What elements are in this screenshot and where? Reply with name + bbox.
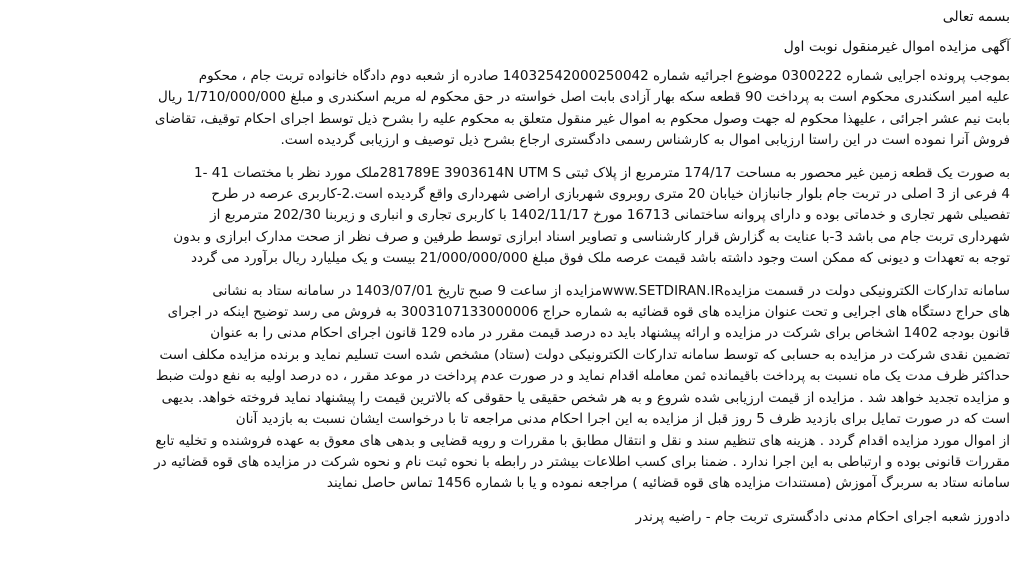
text-line: سامانه تدارکات الکترونیکی دولت در قسمت مزایدهwww.SETDIRAN.IRمزایده از ساعت 9 صبح تاریخ 1403/07/01 در سامانه ستاد به نشانی — [212, 282, 1010, 299]
text-line: تضمین نقدی شرکت در مزایده به حسابی که توسط سامانه تدارکات الکترونیکی دولت (ستاد) مشخص شده است تسلیم نماید و برنده مزایده مکلف است — [159, 346, 1010, 363]
text-line: تفصیلی شهر تجاری و خدماتی بوده و دارای پروانه ساختمانی 16713 مورخ 1402/11/17 با کاربری تجاری و انباری و زیربنا 202/30 مترمربع از — [210, 207, 1010, 224]
notice-title: آگهی مزایده اموال غیرمنقول نوبت اول — [783, 39, 1010, 55]
text-line: علیه امیر اسکندری محکوم است به پرداخت 90 قطعه سکه بهار آزادی بابت اصل خواسته در حق محکوم له مریم اسکندری و مبلغ 1/710/000/000 ریال — [157, 89, 1010, 106]
text-line: توجه به تعهدات و دیونی که ممکن است وجود داشته باشد قیمت عرصه ملک فوق مبلغ 21/000/000/000 بیست و یک میلیارد ریال برآورد می گردد — [190, 250, 1010, 267]
text-line: 4 فرعی از 3 اصلی در تربت جام بلوار جانبازان خیابان 20 متری روبروی شهربازی اراضی شهرداری واقع گردیده است.2-کاربری عرصه در طرح — [211, 186, 1010, 203]
text-line: حداکثر ظرف مدت یک ماه نسبت به پرداخت باقیمانده ثمن معامله اقدام نماید و در صورت عدم پرداخت در موعد مقرر ، ده درصد اولیه به نفع دولت ضبط — [155, 368, 1010, 385]
text-line: مقررات قانونی بوده و ارتباطی به این اجرا ندارد . ضمنا برای کسب اطلاعات بیشتر در رابطه با نحوه ثبت نام و نحوه شرکت در مزایده های قوه قضائیه در — [154, 453, 1010, 470]
basmala: بسمه تعالی — [942, 9, 1010, 25]
text-line: و مزایده تجدید خواهد شد . مزایده از قیمت ارزیابی شده شروع و به هر شخص حقیقی یا حقوقی که بالاترین قیمت را پیشنهاد نماید فروخته خواهد. بدیهی — [161, 389, 1010, 406]
text-line: است که در صورت تمایل برای بازدید ظرف 5 روز قبل از مزایده به این اجرا احکام مدنی مراجعه تا با درخواست ایشان نسبت به بازدید آنان — [235, 411, 1010, 428]
text-line: شهرداری تربت جام می باشد 3-با عنایت به گزارش قرار کارشناسی و تصاویر اسناد ابرازی توسط طرفین و صرف نظر از صحت مدارک ابرازی و بدون — [173, 228, 1010, 245]
paragraph-auction-terms — [14, 281, 1010, 495]
text-line: های حراج دستگاه های اجرایی و تحت عنوان مزایده های قوه قضائیه به شماره حراج 3003107133000006 به فروش می رسد توضیح اینکه در اجرای — [167, 304, 1010, 321]
paragraph-case-details — [14, 66, 1010, 152]
text-line: سامانه ستاد به سربرگ آموزش (مستندات مزایده های قوه قضائیه ) مراجعه نموده و یا با شماره 1456 تماس حاصل نمایند — [326, 475, 1010, 492]
text-line: فروش آنرا نموده است در این راستا ارزیابی اموال به کارشناس رسمی دادگستری ارجاع بشرح ذیل توصیف و ارزیابی گردیده است. — [280, 132, 1010, 149]
text-line: بابت نیم عشر اجرائی ، علیهذا محکوم له جهت وصول محکوم به اموال غیر منقول متعلق به محکوم علیه را بشرح ذیل توسط اجرای احکام توقیف، تقاضای — [154, 110, 1010, 127]
signature: دادورز شعبه اجرای احکام مدنی دادگستری تربت جام - راضیه پرندر — [635, 508, 1010, 525]
text-line: بموجب پرونده اجرایی شماره 0300222 موضوع اجرائیه شماره 14032542000250042 صادره از شعبه دوم دادگاه خانواده تربت جام ، محکوم — [198, 68, 1010, 84]
text-line: از اموال مورد مزایده اقدام گردد . هزینه های تنظیم سند و نقل و انتقال مطابق با مقررات و رویه قضایی و بدهی های معوق به عهده فروشنده و تخلیه تابع — [155, 432, 1010, 449]
text-line: به صورت یک قطعه زمین غیر محصور به مساحت 174/17 مترمربع از پلاک ثبتی 281789E 3903614N UTM Sملک مورد نظر با مختصات 41 -1 — [193, 164, 1010, 181]
text-line: قانون بودجه 1402 اشخاص برای شرکت در مزایده و ارائه پیشنهاد باید ده درصد قیمت مقرر در ماده 129 قانون اجرای احکام مدنی را به عنوان — [210, 325, 1010, 342]
paragraph-property-description — [14, 163, 1010, 270]
